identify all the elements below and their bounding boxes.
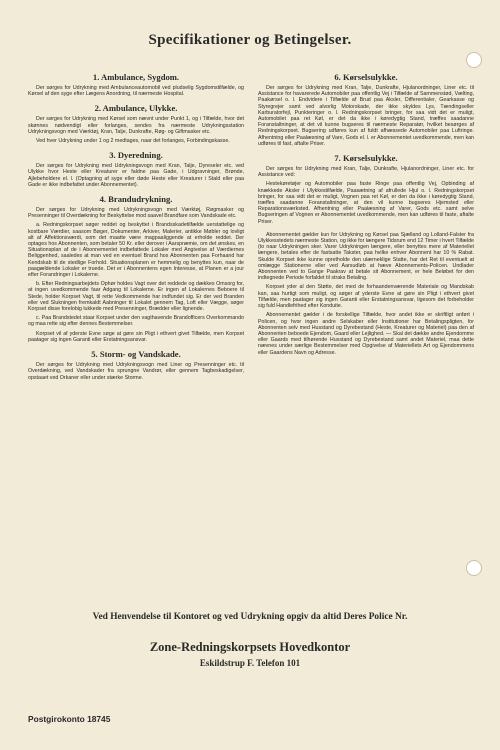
section-paragraph: Der sørges for Udrykning med Kran, Talje, Dunkrafte, Hjulanordninger, Liner etc. for Assistance ved: [258, 166, 474, 179]
left-column [28, 66, 244, 384]
section [258, 228, 474, 356]
section-paragraph: Abonnementet gælder i de forskellige Tilfælde, hvor andet ikke er skriftligt anført i Policen, og hvor ingen andre Selskaber eller Institutioner har Betalingspligten, for Abonnenten selv med Husstand og Dyrebestand (Heste, Kreaturer og Materiel) paa den af Abonnenten beboede Ejendom, Gaard eller Lejlighed. — Skal det dække andre Ejendomme eller Gaards med tilhørende Husstand og Dyrebestand samt andet Materiel, maa dette nævnes under særlige Bestemmelser med Opgivelse af Materiellets Art og Ejendommens eller Gaardens Navn og Adresse. [258, 312, 474, 356]
section-paragraph: Ved hver Udrykning under 1 og 2 medtages, naar det forlanges, Forbindingskasse. [36, 138, 230, 145]
section-paragraph: Korpset vil af yderste Evne søge at gøre sin Pligt i ethvert givet Tilfælde, men Korpset paatager sig ingen Garanti eller Erstatningsansvar. [28, 330, 244, 343]
section-heading: 2. Ambulance, Ulykke. [94, 103, 178, 114]
section [28, 349, 244, 381]
section-paragraph: Korpset yder al den Støtte, det med de forhaandenværende Materiale og Mandskab kan, saa hurtigt som muligt, og søger af yderste Evne at gøre sin Pligt i ethvert givet Tilfælde, men paatager sig ingen Garanti eller Erstatningsansvar, ligesom det forbeholder sig fuld Handlefrihed efter Konduite. [258, 284, 474, 310]
section-paragraph: b. Efter Redningsarbejdets Ophør holdes Vagt over det reddede og dækkes Omsorg for, at ingen uvedkommende faar Adgang til Lokalerne. Er ingen af Lokalernes Beboere til Stede, holder Korpset Vagt, til rette Vedkommende har indfundet sig. Er der ved Branden eller ved Slukningen fremkaldt Aabninger til Lokalet gennem Tag, Loft eller Vægge, søger Korpset disse forelobig lukkede med Presenninger, Brædder eller lignende. [28, 281, 244, 313]
footer-notice: Ved Henvendelse til Kontoret og ved Udrykning opgiv da altid Deres Police Nr. [92, 612, 408, 622]
section-paragraph: Der sørges for Udrykning med Udrykningsvogn med Værktøj, Røgmasker og Presenninger til Overdækning for Beskyttelse mod saavel Brandfare som Vandskade etc. [28, 207, 244, 220]
section-heading: 3. Dyeredning. [109, 150, 163, 161]
section-paragraph: Der sørges for Udrykning med Udrykningsvogn med Kran, Talje, Dyreseler etc. ved Ulykke hvor Heste eller Kreaturer er faldne paa Gade, i Udgravninger, Brønde, Ajlebeholdere el. l. (Optagning af syge eller døde Heste eller Kreaturer i Stald eller paa Gade er ikke indbefattet under Abonnementet). [28, 163, 244, 188]
section [258, 153, 474, 225]
section-heading: 4. Brandudrykning. [99, 194, 173, 205]
section-heading: 7. Kørselsulykke. [334, 153, 398, 164]
section [258, 72, 474, 147]
section [28, 72, 244, 97]
section [28, 194, 244, 343]
section-paragraph: a. Redningskorpset søger reddet og beskyttet i Brandsskadetilfælde uerstattelige og kostbare Værdier, saasom Bøger, Dokumenter, Arkiver, Malerier, antikke Møbler og lovligt alt af Affektionsværdi, som det maatte være magpaaliggende at erholde reddet. Der optages hos Abonnenten, som betaler 50 Kr. eller derover i Aarspræmie, om det ønskes, en Situationsplan af de i Abonnementet indbefattede Lokaler med Angivelse af Værdiernes Beliggenhed, saaledes at man ved en eventuel Brand hos Abonnenten paa Forhaand har Kendskab til de stedlige Forhold. Situationsplanen er hemmelig og benyttes kun, naar de paagældende Lokaler er truede. Det er i Abonnentens egen Interesse, at Planen er a jour efter Forandringer i Lokalerne. [28, 222, 244, 279]
section [28, 103, 244, 144]
section-paragraph: Der sørges for Udrykning med Udrykningsvogn med Liner og Presenninger etc. til Overdækning, ved Vandskader fra sprungne Vandrør, eller gennem Tagbeskadigelser, opstaaet ved Orkaner eller under stærke Storme. [28, 362, 244, 381]
section-paragraph: c. Paa Brandstedet staar Korpset under den vagthavende Brandofficers Overkommando og maa rette sig efter dennes Bestemmelser. [28, 315, 244, 328]
section-paragraph: Abonnementet gælder kun for Udrykning og Kørsel paa Sjælland og Lolland-Falster fra Ulykkesstedets nærmeste Station, og ikke for længere Tidsrum end 12 Timer i hvert Tilfælde (to naar Udrykningen sker. Varer Udrykningen længere, eller benyttes mere af Materiellet længere, betales efter de fastsatte Takster, paa hvilke enhver Abonnent har 10 % Rabat. Skulde Korpset ikke kunne opretholde den ulærneklige Statte, har det Ret til eventuelt at omlægge Stationerne eller ved Aarsudløb at hæve Abonnements-Policen. Undlader Abonnenten ved to Gange Paakrav at betale sit Abonnement, er hele Beløbet for den indtegnede Periode forfaldet til straks Betaling. [258, 231, 474, 282]
company-name: Zone-Redningskorpsets Hovedkontor [149, 640, 351, 654]
section-paragraph: Der sørges for Udrykning med Kran, Talje, Dunkrafte, Hjulanordninger, Liner etc. til Assistance for havarerede Automobiler paa offentlig Vej i Tilfælde af Sammenstød, Vælting, Paakørsel o. l. Endvidere i Tilfælde af Brud paa Aksler, Differentialer, Gearkasse og Styregrejer samt ved alvorlig Motorskade, der ikke skyldes Lys, Tændingseller Karburatorfejl, Punkteringer o. l. Redningskorpset bringer, for saa vidt det er muligt, Automobilet paa ret Køl, er det da ikke i køredygtig Stand, træffes saadanne Foranstaltninger, at det vil kunne bugseres til nærmeste Reparatør, hvilket besørges af Redningskorpset. Bugsering udføres kun af fuldt afhæssede Automobiler paa Luftringe. Afhentning eller Paalæsning af Vare, Gods el. l. er Abonnementet uvedkommende, men kan udføres til fast, aftalte Priser. [258, 85, 474, 147]
section [28, 150, 244, 188]
punch-hole [466, 560, 482, 576]
section-paragraph: Hestekøretøjer og Automobiler paa faste Ringe paa offentlig Vej, Opbinding af knækkede Aksler i Ulykkestilfælde, Paasætning af afrullede Hjul o. l. Redningskorpset bringer, for saa vidt det er muligt, Vognen paa ret Køl, er den da ikke i køredygtig Stand, træffes saadanne Foranstaltninger, at den vil kunne bugseres Hjemsted eller Reparationsværksted. Afhentning eller Paalæsning af Varer, Gods etc. samt selve Bugseringen af Vognen er Abonnementet uvedkommende, men kan udføres til faste, aftalte Priser. [258, 181, 474, 225]
section-paragraph: Der sørges for Udrykning med Ambulanceautomobil ved pludselig Sygdomstilfælde, og Kørsel af den syge efter Lægens Anordning, til nærmeste Hospital. [28, 85, 244, 98]
section-paragraph: Der sørges for Udrykning med Kørsel som nævnt under Punkt 1, og i Tilfælde, hvor det skønnes nødvendigt eller forlanges, sendes fra nærmeste Udrykningsstation Udrykningsvogn med Værktøj, Kran, Talje, Dunkrafte, Røg- og Giftmasker etc. [28, 116, 244, 135]
section-heading: 5. Storm- og Vandskade. [91, 349, 181, 360]
company-address: Eskildstrup F. Telefon 101 [199, 658, 301, 668]
giro-account: Postgirokonto 18745 [28, 714, 111, 724]
right-column [258, 66, 474, 359]
section-heading: 1. Ambulance, Sygdom. [92, 72, 180, 82]
section-heading: 6. Kørselsulykke. [334, 72, 398, 82]
page-title: Specifikationer og Betingelser. [148, 32, 352, 48]
